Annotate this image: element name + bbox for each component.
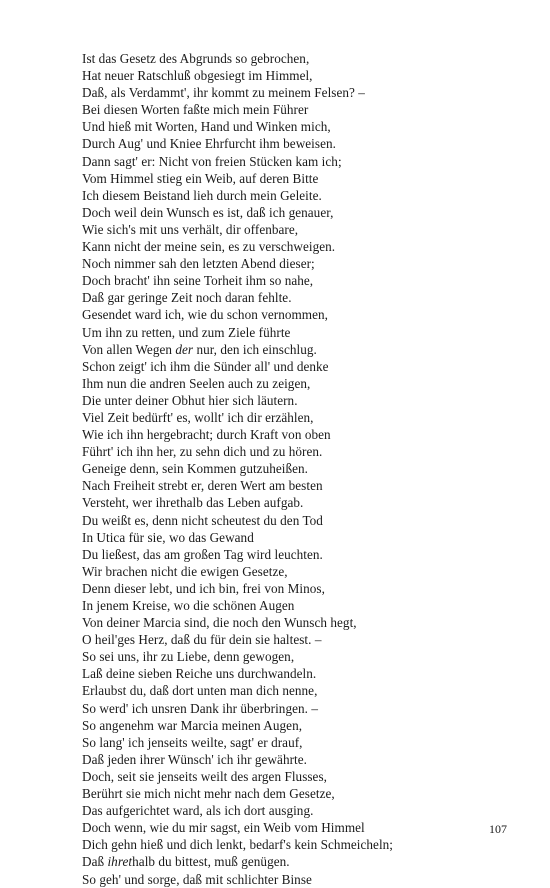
verse-line: Versteht, wer ihrethalb das Leben aufgab.: [82, 495, 304, 511]
verse-line: Wie ich ihn hergebracht; durch Kraft von oben: [82, 427, 331, 443]
verse-line: Du weißt es, denn nicht scheutest du den Tod: [82, 512, 323, 528]
verse-line: Gesendet ward ich, wie du schon vernommen,: [82, 307, 328, 323]
verse-line: In Utica für sie, wo das Gewand: [82, 529, 254, 545]
verse-line: Kann nicht der meine sein, es zu verschweigen.: [82, 239, 336, 255]
verse-line: Berührt sie mich nicht mehr nach dem Gesetze,: [82, 786, 335, 802]
verse-line: So sei uns, ihr zu Liebe, denn gewogen,: [82, 649, 295, 665]
verse-line: Von deiner Marcia sind, die noch den Wunsch hegt,: [82, 615, 357, 631]
page-number: 107: [489, 822, 507, 836]
verse-line: Wie sich's mit uns verhält, dir offenbare,: [82, 221, 299, 237]
verse-text: [82, 50, 522, 888]
verse-line: Doch wenn, wie du mir sagst, ein Weib vom Himmel: [82, 820, 365, 836]
verse-line: So lang' ich jenseits weilte, sagt' er drauf,: [82, 734, 303, 750]
verse-line: In jenem Kreise, wo die schönen Augen: [82, 598, 295, 613]
verse-line: Daß, als Verdammt', ihr kommt zu meinem Felsen? –: [82, 85, 365, 101]
verse-line: Ihm nun die andren Seelen auch zu zeigen,: [82, 375, 311, 391]
verse-line: Das aufgerichtet ward, als ich dort ausging.: [82, 803, 314, 819]
verse-line: So geh' und sorge, daß mit schlichter Binse: [82, 871, 312, 887]
verse-line: Dann sagt' er: Nicht von freien Stücken kam ich;: [82, 153, 342, 169]
verse-line: So angenehm war Marcia meinen Augen,: [82, 717, 303, 733]
verse-line: Erlaubst du, daß dort unten man dich nenne,: [82, 683, 318, 699]
verse-line: Noch nimmer sah den letzten Abend dieser;: [82, 256, 315, 272]
verse-line: Die unter deiner Obhut hier sich läutern.: [82, 392, 298, 408]
verse-line: Ich diesem Beistand lieh durch mein Geleite.: [82, 187, 322, 203]
verse-line: Daß jeden ihrer Wünsch' ich ihr gewährte.: [82, 751, 307, 767]
verse-line: Daß ihrethalb du bittest, muß genügen.: [82, 854, 290, 870]
verse-line: Dich gehn hieß und dich lenkt, bedarf's kein Schmeicheln;: [82, 837, 394, 853]
verse-line: Hat neuer Ratschluß obgesiegt im Himmel,: [82, 68, 313, 84]
verse-line: Doch bracht' ihn seine Torheit ihm so nahe,: [82, 273, 314, 289]
emphasized-word: der: [175, 341, 194, 357]
verse-line: So werd' ich unsren Dank ihr überbringen. –: [82, 700, 318, 716]
verse-line: Durch Aug' und Kniee Ehrfurcht ihm beweisen.: [82, 136, 336, 152]
verse-line: Geneige denn, sein Kommen gutzuheißen.: [82, 461, 309, 477]
emphasized-word: ihret: [107, 854, 133, 870]
verse-line: Laß deine sieben Reiche uns durchwandeln.: [82, 666, 317, 682]
verse-line: Wir brachen nicht die ewigen Gesetze,: [82, 563, 288, 579]
verse-line: Vom Himmel stieg ein Weib, auf deren Bitte: [82, 170, 319, 186]
verse-line: Und hieß mit Worten, Hand und Winken mich,: [82, 119, 331, 135]
verse-line: Denn dieser lebt, und ich bin, frei von Minos,: [82, 580, 325, 596]
verse-line: Führt' ich ihn her, zu sehn dich und zu hören.: [82, 444, 323, 460]
verse-line: Bei diesen Worten faßte mich mein Führer: [82, 102, 309, 118]
verse-line: Daß gar geringe Zeit noch daran fehlte.: [82, 290, 292, 306]
verse-line: Um ihn zu retten, und zum Ziele führte: [82, 324, 291, 340]
verse-line: Von allen Wegen der nur, den ich einschlug.: [82, 341, 317, 357]
verse-line: Viel Zeit bedürft' es, wollt' ich dir erzählen,: [82, 409, 314, 425]
verse-line: Doch, seit sie jenseits weilt des argen Flusses,: [82, 768, 327, 784]
verse-line: Nach Freiheit strebt er, deren Wert am besten: [82, 478, 323, 494]
verse-line: O heil'ges Herz, daß du für dein sie haltest. –: [82, 632, 322, 648]
verse-line: Schon zeigt' ich ihm die Sünder all' und denke: [82, 358, 329, 374]
verse-line: Doch weil dein Wunsch es ist, daß ich genauer,: [82, 204, 334, 220]
verse-line: Ist das Gesetz des Abgrunds so gebrochen,: [82, 51, 310, 66]
verse-line: Du ließest, das am großen Tag wird leuchten.: [82, 546, 323, 562]
